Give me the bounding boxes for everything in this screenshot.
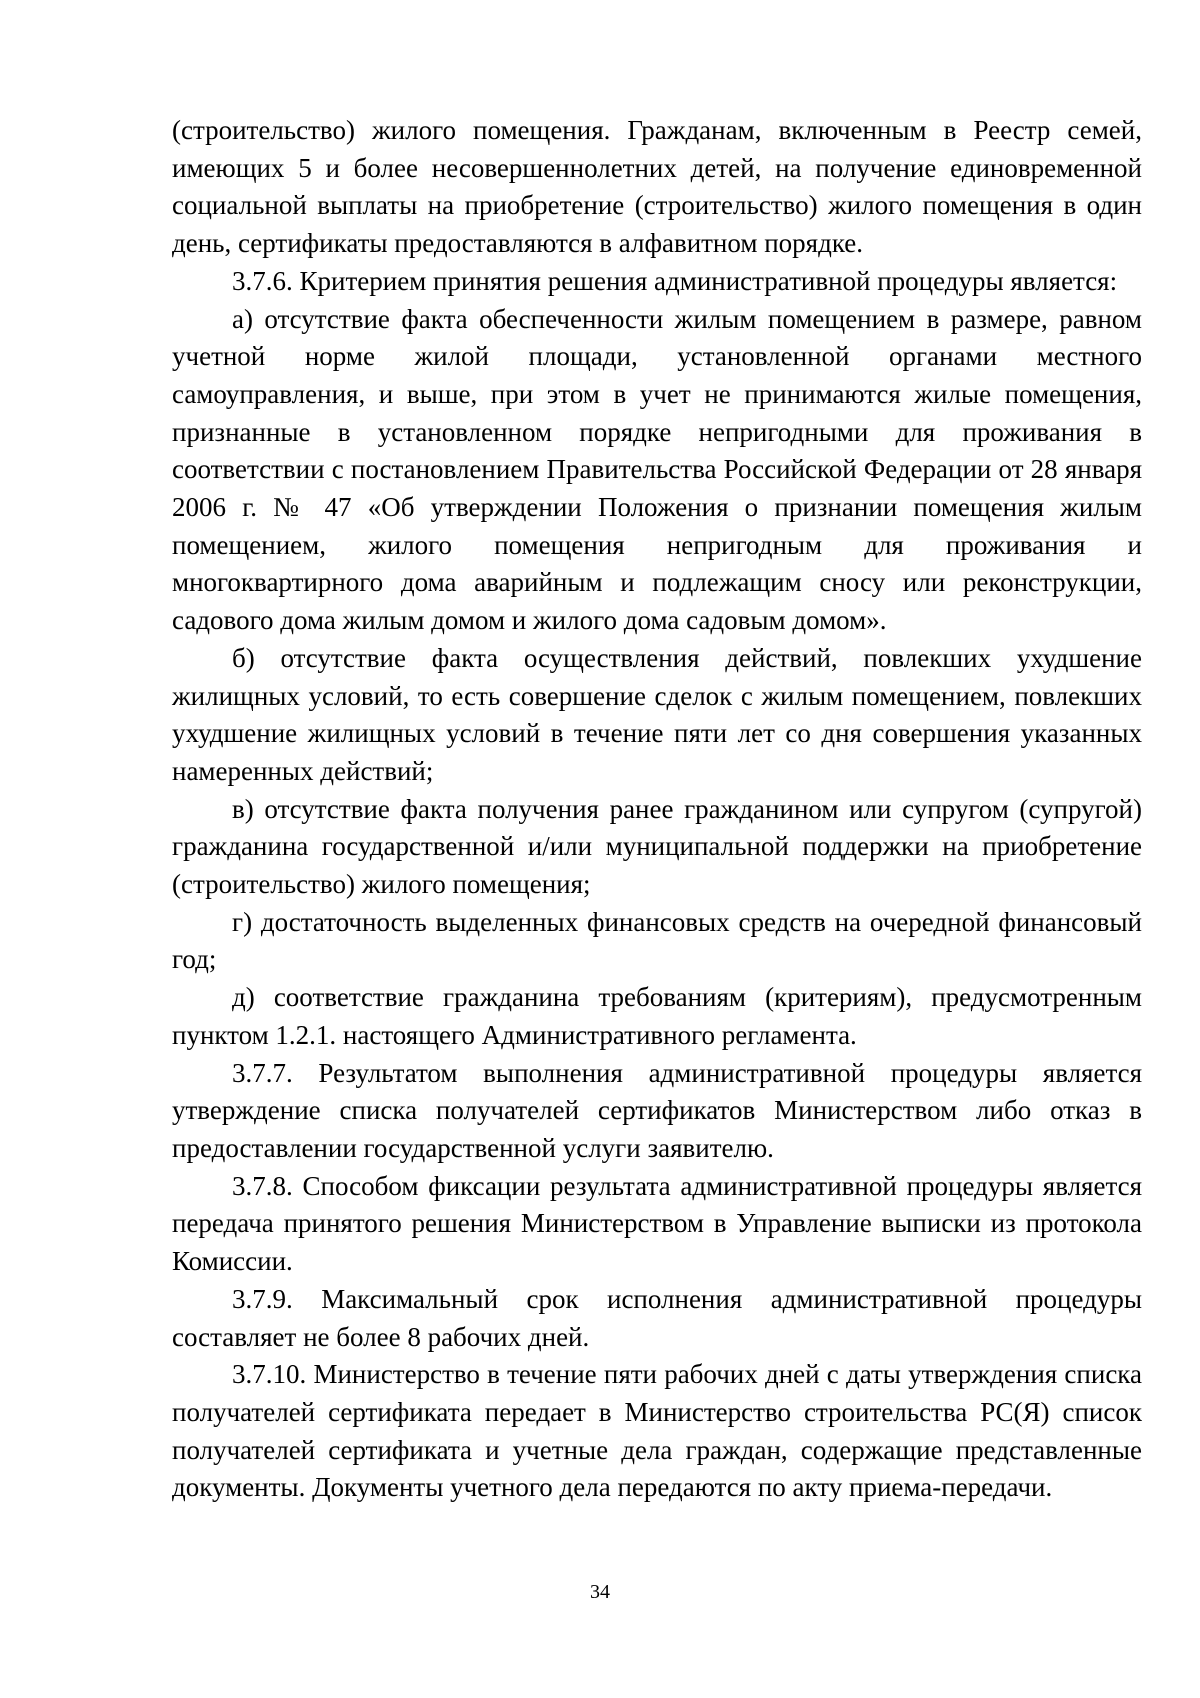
paragraph-3-7-7: 3.7.7. Результатом выполнения административной процедуры является утверждение списка получателей сертификатов Министерством либо отказ в предоставлении государственной услуги заявителю.	[172, 1057, 1142, 1163]
paragraph-3-7-8: 3.7.8. Способом фиксации результата административной процедуры является передача принятого решения Министерством в Управление выписки из протокола Комиссии.	[172, 1170, 1142, 1277]
paragraph-3-7-6: 3.7.6. Критерием принятия решения административной процедуры является:	[232, 265, 1118, 296]
document-body	[172, 112, 1142, 1507]
paragraph-criterion-d: д) соответствие гражданина требованиям (критериям), предусмотренным пунктом 1.2.1. настоящего Административного регламента.	[172, 982, 1142, 1050]
paragraph-continuation: (строительство) жилого помещения. Гражданам, включенным в Реестр семей, имеющих 5 и более несовершеннолетних детей, на получение единовременной социальной выплаты на приобретение (строительство) жилого помещения в один день, сертификаты предоставляются в алфавитном порядке.	[172, 115, 1142, 259]
paragraph-criterion-g: г) достаточность выделенных финансовых средств на очередной финансовый год;	[172, 906, 1142, 975]
paragraph-criterion-b: б) отсутствие факта осуществления действий, повлекших ухудшение жилищных условий, то есть совершение сделок с жилым помещением, повлекших ухудшение жилищных условий в течение пяти лет со дня совершения указанных намеренных действий;	[172, 642, 1142, 786]
paragraph-criterion-v: в) отсутствие факта получения ранее гражданином или супругом (супругой) гражданина государственной и/или муниципальной поддержки на приобретение (строительство) жилого помещения;	[172, 793, 1142, 900]
paragraph-criterion-a: а) отсутствие факта обеспеченности жилым помещением в размере, равном учетной норме жилой площади, установленной органами местного самоуправления, и выше, при этом в учет не принимаются жилые помещения, признанные в установленном порядке непригодными для проживания в соответствии с постановлением Правительства Российской Федерации от 28 января 2006 г. № 47 «Об утверждении Положения о признании помещения жилым помещением, жилого помещения непригодным для проживания и многоквартирного дома аварийным и подлежащим сносу или реконструкции, садового дома жилым домом и жилого дома садовым домом».	[172, 303, 1142, 636]
paragraph-3-7-9: 3.7.9. Максимальный срок исполнения административной процедуры составляет не более 8 рабочих дней.	[172, 1283, 1142, 1352]
paragraph-3-7-10: 3.7.10. Министерство в течение пяти рабочих дней с даты утверждения списка получателей сертификата передает в Министерство строительства РС(Я) список получателей сертификата и учетные дела граждан, содержащие представленные документы. Документы учетного дела передаются по акту приема-передачи.	[172, 1359, 1142, 1503]
page-number: 34	[590, 1581, 610, 1603]
